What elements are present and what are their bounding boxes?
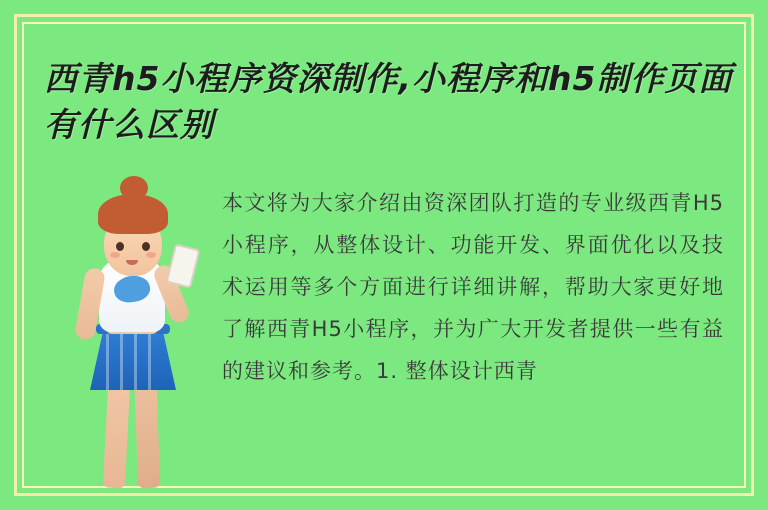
blush-shape xyxy=(146,252,156,258)
phone-icon xyxy=(166,243,201,288)
skirt-pleat-shape xyxy=(134,328,137,390)
girl-holding-phone-illustration xyxy=(44,168,224,488)
skirt-shape xyxy=(90,328,176,390)
page-title: 西青h5小程序资深制作,小程序和h5制作页面有什么区别 xyxy=(44,59,733,144)
skirt-pleat-shape xyxy=(106,328,109,390)
hair-top-shape xyxy=(98,194,168,234)
body-paragraph: 本文将为大家介绍由资深团队打造的专业级西青H5小程序，从整体设计、功能开发、界面优化以及技术运用等多个方面进行详细讲解，帮助大家更好地了解西青H5小程序，并为广大开发者提供一些有益的建议和参考。1. 整体设计西青 xyxy=(222,191,724,383)
right-eye-shape xyxy=(142,242,150,251)
blush-shape xyxy=(110,252,120,258)
skirt-pleat-shape xyxy=(120,328,123,390)
left-eye-shape xyxy=(116,242,124,251)
hair-bun-shape xyxy=(120,176,148,200)
skirt-pleat-shape xyxy=(148,328,151,390)
